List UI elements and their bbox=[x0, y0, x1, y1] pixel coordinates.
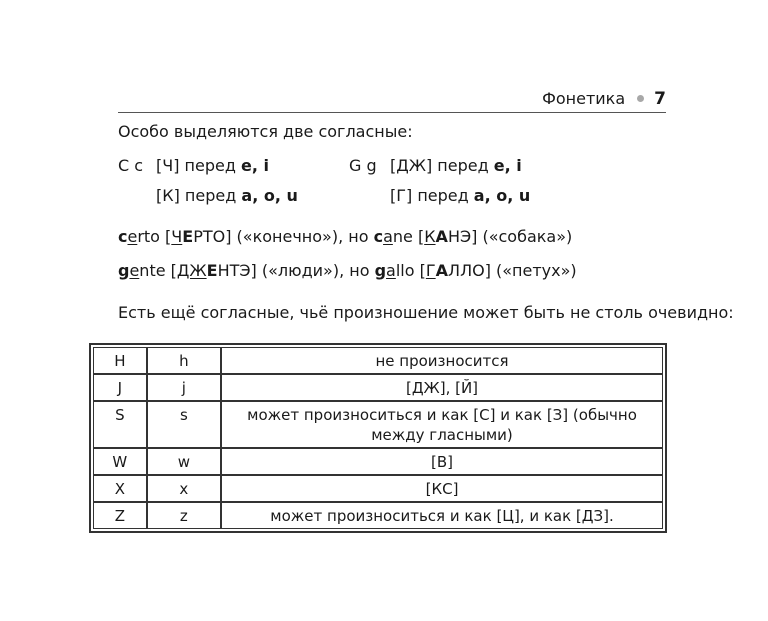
upper-letter-cell: J bbox=[93, 374, 147, 401]
intro-text: Особо выделяются две согласные: bbox=[118, 122, 413, 141]
lower-letter-cell: j bbox=[147, 374, 221, 401]
upper-letter-cell: S bbox=[93, 401, 147, 448]
page-number: 7 bbox=[654, 89, 666, 109]
pronunciation-cell: не произносится bbox=[221, 347, 663, 374]
table-row bbox=[93, 347, 663, 374]
running-header bbox=[118, 88, 666, 113]
section-title: Фонетика bbox=[542, 89, 626, 108]
c-rule-1: [Ч] перед e, i bbox=[156, 156, 269, 175]
letter-c: C c bbox=[118, 156, 144, 175]
upper-letter-cell: W bbox=[93, 448, 147, 475]
example-gente: gente [ДЖЕНТЭ] («люди»), но gallo [ГАЛЛО] («петух») bbox=[118, 261, 577, 280]
table-row bbox=[93, 502, 663, 529]
note-text: Есть ещё согласные, чьё произношение может быть не столь очевидно: bbox=[118, 303, 734, 322]
bullet-dot-icon bbox=[637, 95, 644, 102]
upper-letter-cell: X bbox=[93, 475, 147, 502]
lower-letter-cell: w bbox=[147, 448, 221, 475]
lower-letter-cell: s bbox=[147, 401, 221, 448]
c-rule-2: [К] перед a, o, u bbox=[156, 186, 298, 205]
header-right bbox=[542, 88, 666, 110]
upper-letter-cell: H bbox=[93, 347, 147, 374]
g-rule-1: [ДЖ] перед e, i bbox=[390, 156, 522, 175]
pronunciation-cell: [КС] bbox=[221, 475, 663, 502]
pronunciation-cell: может произноситься и как [С] и как [З] (обычно между гласными) bbox=[221, 401, 663, 448]
g-rule-2: [Г] перед a, o, u bbox=[390, 186, 531, 205]
consonant-table bbox=[89, 343, 667, 533]
upper-letter-cell: Z bbox=[93, 502, 147, 529]
table-row bbox=[93, 401, 663, 448]
pronunciation-cell: [В] bbox=[221, 448, 663, 475]
lower-letter-cell: z bbox=[147, 502, 221, 529]
letter-g: G g bbox=[349, 156, 377, 175]
lower-letter-cell: x bbox=[147, 475, 221, 502]
table-row bbox=[93, 374, 663, 401]
pronunciation-cell: [ДЖ], [Й] bbox=[221, 374, 663, 401]
table-row bbox=[93, 448, 663, 475]
table-row bbox=[93, 475, 663, 502]
pronunciation-cell: может произноситься и как [Ц], и как [ДЗ]. bbox=[221, 502, 663, 529]
lower-letter-cell: h bbox=[147, 347, 221, 374]
example-certo: certo [ЧЕРТО] («конечно»), но cane [КАНЭ] («собака») bbox=[118, 227, 573, 246]
